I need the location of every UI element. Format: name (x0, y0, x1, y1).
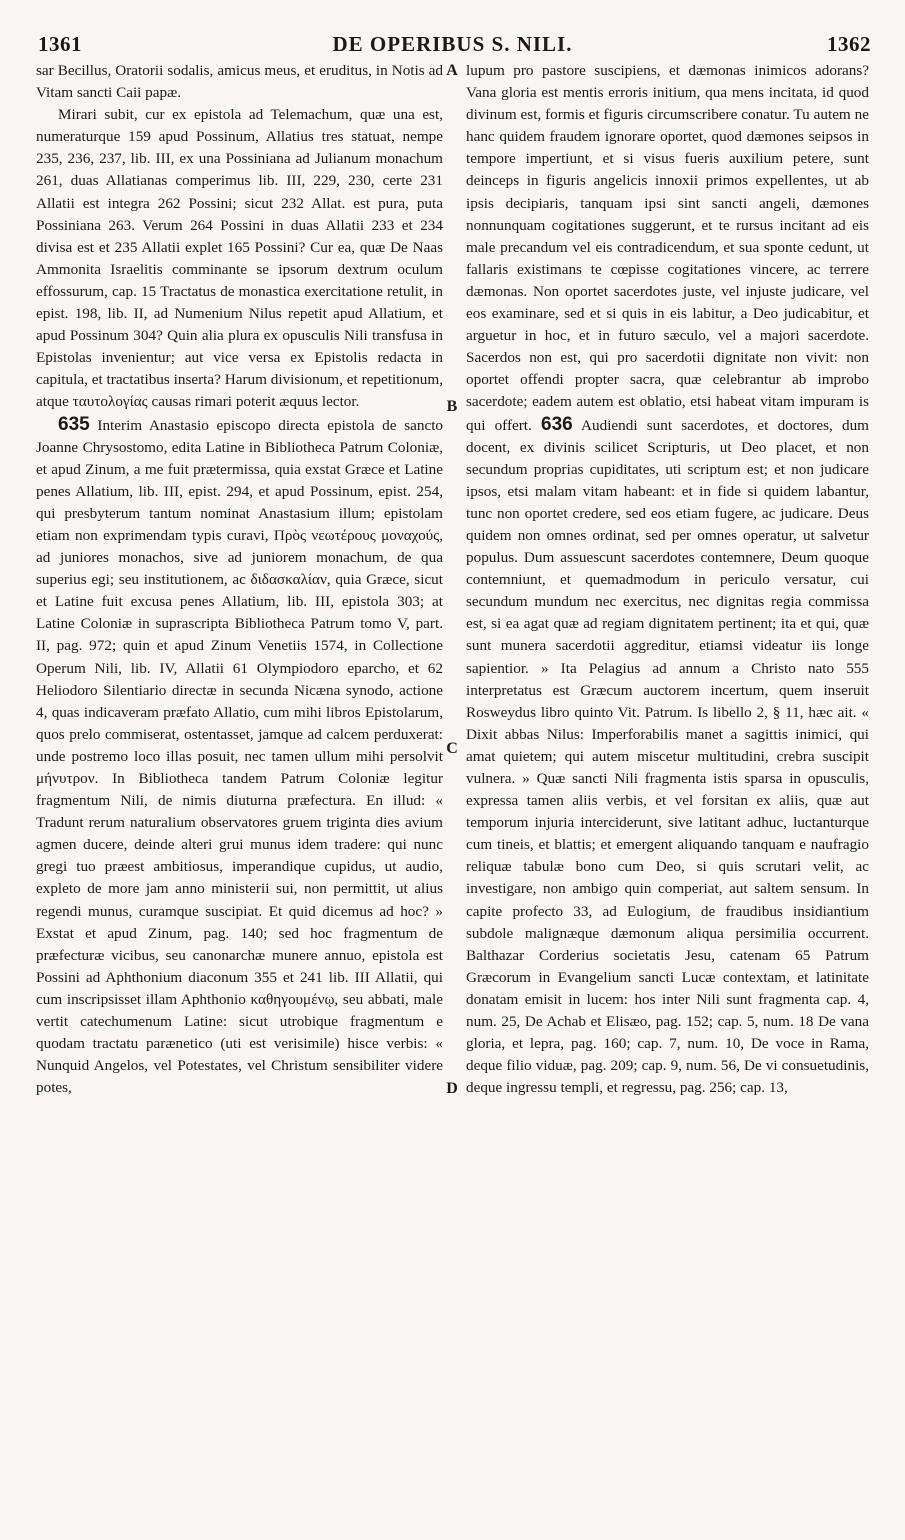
column-number-636: 636 (541, 413, 573, 435)
page-header (30, 32, 875, 58)
left-paragraph-2: Mirari subit, cur ex epistola ad Telemachum, quæ una est, numeraturque 159 apud Possinum, Allatius tres statuat, nempe 235, 236, 237, lib. III, ex una Possiniana ad Julianum monachum 261, duas Allatianas comperimus lib. III, 229, 230, certe 231 Allatii est integra 262 Possini; sicut 232 Allat. est pura, puta Possiniana 263. Verum 264 Possini in duas Allatii 233 et 234 divisa est et 235 Allatii explet 165 Possini? Cur ea, quæ De Naas Ammonita Israelitis comminante se ipsorum dextrum oculum effossurum, cap. 15 Tractatus de monastica exercitatione retulit, in epist. 198, lib. II, ad Numenium Nilus repetit apud Allatium, et apud Possinum 304? Quin alia plura ex opusculis Nili transfusa in Epistolas invenientur; aut vice versa ex Epistolis redacta in capitula, et tractatibus inserta? Harum divisionum, et repetitionum, atque ταυτολογίας causas rimari poterit æquus lector. (36, 106, 443, 411)
right-column (466, 60, 869, 1099)
left-paragraph-3-text: Interim Anastasio episcopo directa epistola de sancto Joanne Chrysostomo, edita Latine in Bibliotheca Patrum Coloniæ, et apud Zinum, a me fuit prætermissa, quia exstat Græce et Latine penes Allatium, lib. III, epist. 294, et apud Possinum, epist. 254, qui presbyterum tantum nominat Anastasium illum; epistolam etiam non exprimendam typis curavi, Πρὸς νεωτέρους μοναχούς, ad juniores monachos, sive ad juniorem monachum, de qua superius egi; seu institutionem, ac διδασκαλίαν, quia Græce, sicut et Latine fuit excusa penes Allatium, lib. III, epistola 303; at Latine Coloniæ in suprascripta Bibliotheca Patrum tomo V, part. II, pag. 972; quin et apud Zinum Venetiis 1574, in Collectione Operum Nili, lib. IV, Allatii 61 Olympiodoro eparcho, et 62 Heliodoro Silentiario directæ in secunda Nicæna synodo, actione 4, quas indicaveram præfato Allatio, cum mihi libros Epistolarum, quos prelo commiserat, ostentasset, jamque ad calcem perduxerat: unde postremo loco illas posuit, nec tamen ullum mihi persolvit μήνυτρον. In Bibliotheca tandem Patrum Coloniæ legitur fragmentum Nili, de nimis diuturna præfectura. En illud: « Tradunt rerum naturalium observatores gruem triginta dies avium agmen ducere, deinde alteri grui munus idem tradere: qui nunc gregi tuo præest ambitiosus, imperandique cupidus, ut audio, expleto de more jam anno ministerii sui, non permittit, ut alius regendi munus, curamque suscipiat. Et quid dicemus ad hoc? » Exstat et apud Zinum, pag. 140; sed hoc fragmentum de præfecturæ vicibus, seu canonarchæ munere annuo, epistola est Possini ad Aphthonium diaconum 355 et 241 lib. III Allatii, qui cum inscripsisset illam Aphthonio καθηγουμένῳ, seu abbati, male vertit catechumenum Latine: sicut utrobique fragmentum e quodam tractatu parænetico (uti est verisimile) hisce verbis: « Nunquid Angelos, vel Potestates, vel Christum sensibiliter videre potes, (36, 416, 444, 1097)
column-number-635: 635 (58, 413, 90, 435)
margin-marker-c: C (446, 740, 458, 757)
left-column (36, 60, 443, 1099)
page-number-left: 1361 (38, 32, 82, 56)
margin-marker-d: D (446, 1080, 458, 1097)
right-paragraph-1 (466, 60, 869, 1099)
margin-marker-b: B (446, 398, 458, 415)
page-number-right: 1362 (827, 32, 871, 56)
margin-marker-a: A (446, 62, 458, 79)
running-title: DE OPERIBUS S. NILI. (332, 32, 573, 56)
left-paragraph-3 (36, 414, 443, 1100)
right-paragraph-2-text: Audiendi sunt sacerdotes, et doctores, dum docent, ex divinis scilicet Scripturis, ut Deo placet, et non secundum proprias cupiditates, uti scriptum est; et non judicare ipsos, etsi malam vitam habeant: et in fide si quidem labantur, tunc non oportet credere, sed eos etiam fugere, ac judicare. Deus quidem non omnes ordinat, sed per omnes operatur, ut salvetur populus. Dum assuescunt sacerdotes contemnere, Deum quoque contemniunt, et quemadmodum in periculo versatur, cui secundum mundum nec exercitus, nec dignitas regia commissa est, si ea agat quæ ad regiam dignitatem pertinent; ita et qui, quæ sunt munera sacerdotii aggreditur, etiamsi videatur iis longe sapientior. » Ita Pelagius ad annum a Christo nato 555 interpretatus est Græcum auctorem incertum, quem inseruit Rosweydus libro quinto Vit. Patrum. Is libello 2, § 11, hæc ait. « Dixit abbas Nilus: Imperforabilis manet a sagittis inimici, qui amat quietem; qui autem miscetur multitudini, crebra suscipit vulnera. » Quæ sancti Nili fragmenta istis sparsa in opusculis, expressa tamen aliis verbis, et vel forsitan ex aliis, quæ aut temporum injuria interciderunt, sive latitant adhuc, luctanturque cum tineis, et blattis; et emergent aliquando tanquam e naufragio reliquæ tabulæ bono cum Deo, si quis scrutari velit, ac investigare, non ambigo quin comperiat, aut saltem sensum. In capite profecto 33, ad Eulogium, de fraudibus insidiantium subdole malignæque dæmonum aliqua persimilia occurrent. Balthazar Corderius societatis Jesu, catenam 65 Patrum Græcorum in Evangelium sancti Lucæ contextam, et latinitate donatam emisit in lucem: hos inter Nili sunt fragmenta cap. 4, num. 25, De Achab et Elisæo, pag. 152; cap. 5, num. 18 De vana gloria, et lepra, pag. 160; cap. 7, num. 10, De voce in Rama, deque filio viduæ, pag. 209; cap. 9, num. 56, De vi consuetudinis, deque ingressu templi, et regressu, pag. 256; cap. 13, (466, 416, 869, 1097)
right-paragraph-1-text: lupum pro pastore suscipiens, et dæmonas inimicos adorans? Vana gloria est mentis erroris initium, qua mens incitata, id quod divinum est, formis et figuris circumscribere conatur. Tu autem ne hanc quidem fraudem ignorare oportet, quod dæmones seipsos in tempore impertiunt, et si visus fueris auxilium petere, sunt deinceps in figuris angelicis innoxii primos expellentes, ut ab ipsis decipiaris, tanquam ipsi sint sancti angeli, dæmones nonnunquam cogitationes suggerunt, et te rursus incitant ad eis male precandum vel eis contradicendum, et sua sponte cedunt, ut fallaris existimans te cœpisse cogitationes vincere, ac terrere dæmonas. Non oportet sacerdotes juste, vel injuste judicare, vel eos examinare, sed et si quis in eis labitur, a Deo judicabitur, et arguetur in hoc, et in futuro sæculo, vel a majori sacerdote. Sacerdos non est, qui pro sacerdotii dignitate non vivit: non oportet offendi propter sacra, quæ celebrantur ab improbo sacerdote; eadem autem est oblatio, etsi habeat vitam impuram is qui offert. (466, 62, 869, 434)
left-paragraph-1: sar Becillus, Oratorii sodalis, amicus meus, et eruditus, in Notis ad Vitam sancti Caii papæ. (36, 62, 443, 102)
